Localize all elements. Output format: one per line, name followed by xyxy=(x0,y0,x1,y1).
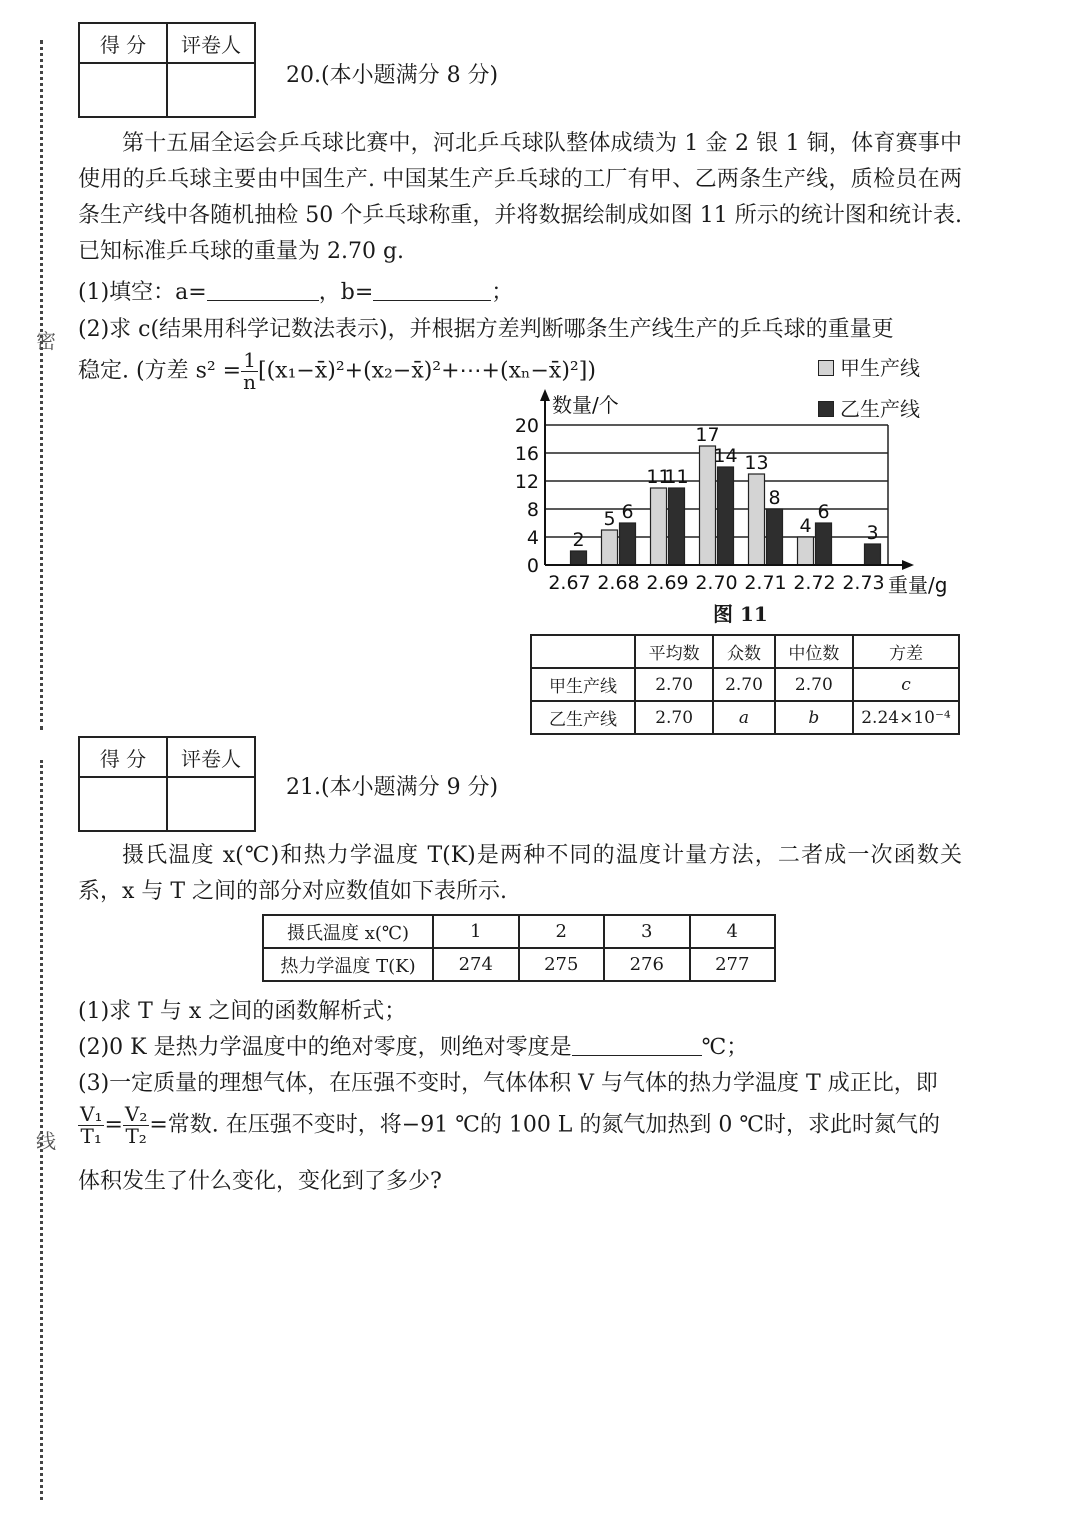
data-label-jia: 17 xyxy=(695,424,720,446)
data-label-yi: 3 xyxy=(866,522,879,544)
ratio-fraction-1 xyxy=(78,1104,104,1147)
stats-cell: 2.70 xyxy=(635,701,713,734)
q20-intro: 第十五届全运会乒乓球比赛中，河北乒乓球队整体成绩为 1 金 2 银 1 铜，体育赛事中使用的乒乓球主要由中国生产. 中国某生产乒乓球的工厂有甲、乙两条生产线，质检员在两条生产线中各随机抽检 50 个乒乓球称重，并将数据绘制成如图 11 所示的统计图和统计表. 已知标准乒乓球的重量为 2.70 g. xyxy=(78,131,962,264)
stats-cell: 乙生产线 xyxy=(531,701,635,734)
data-label-yi: 6 xyxy=(621,501,634,523)
x-axis-label: 重量/g xyxy=(888,573,948,597)
stats-cell: 甲生产线 xyxy=(531,668,635,701)
data-label-yi: 11 xyxy=(664,466,689,488)
stats-cell: 2.24×10⁻⁴ xyxy=(853,701,959,734)
data-label-yi: 14 xyxy=(713,445,738,467)
kelvin-row xyxy=(263,948,775,981)
stats-cell: c xyxy=(853,668,959,701)
x-tick-label: 2.72 xyxy=(793,572,836,594)
data-label-yi: 8 xyxy=(768,487,781,509)
y-axis-arrow xyxy=(540,389,550,401)
stats-header: 方差 xyxy=(853,635,959,668)
legend-label-yi: 乙生产线 xyxy=(840,397,920,421)
y-tick-label: 16 xyxy=(514,443,539,465)
table-cell: 热力学温度 T(K) xyxy=(263,948,433,981)
fraction-denominator: T₁ xyxy=(80,1124,102,1148)
x-tick-label: 2.71 xyxy=(744,572,787,594)
q20-stats-table xyxy=(530,634,960,735)
fraction-denominator: n xyxy=(243,370,256,394)
stats-cell: 2.70 xyxy=(775,668,853,701)
stats-row-jia xyxy=(531,668,959,701)
stats-header: 中位数 xyxy=(775,635,853,668)
bar-yi xyxy=(620,523,636,565)
table-cell: 275 xyxy=(519,948,605,981)
ratio-fraction-2 xyxy=(123,1104,149,1147)
y-tick-label: 12 xyxy=(514,471,539,493)
figure-caption: 图 11 xyxy=(713,602,768,626)
score-label: 得 分 xyxy=(79,23,167,63)
q21-score-box xyxy=(78,736,256,832)
y-tick-label: 0 xyxy=(526,555,539,577)
stats-cell: 2.70 xyxy=(713,668,774,701)
fraction-numerator: V₁ xyxy=(80,1102,103,1126)
q21-part3-formula xyxy=(78,1104,940,1147)
y-tick-label: 4 xyxy=(526,527,539,549)
margin-seal-char-top: 密 xyxy=(36,329,56,353)
table-cell: 274 xyxy=(433,948,519,981)
bar-jia xyxy=(602,530,618,565)
data-label-jia: 4 xyxy=(799,515,812,537)
data-label-jia: 11 xyxy=(646,466,671,488)
bar-chart xyxy=(0,0,1080,640)
score-label: 得 分 xyxy=(79,737,167,777)
q20-part1-end: ； xyxy=(491,280,514,305)
table-cell: 摄氏温度 x(℃) xyxy=(263,915,433,948)
q21-part3-cont: =常数. 在压强不变时，将−91 ℃的 100 L 的氮气加热到 0 ℃时，求此时氮气的 xyxy=(149,1112,941,1138)
grader-cell xyxy=(167,777,255,831)
bar-yi xyxy=(718,467,734,565)
x-axis-arrow xyxy=(902,560,914,570)
table-cell: 3 xyxy=(604,915,690,948)
bar-yi xyxy=(865,544,881,565)
bar-jia xyxy=(798,537,814,565)
stats-cell: b xyxy=(775,701,853,734)
q21-part1: (1)求 T 与 x 之间的函数解析式； xyxy=(78,999,407,1024)
answer-blank-absolute-zero[interactable] xyxy=(572,1033,702,1056)
variance-formula-body: [(x₁−x̄)²+(x₂−x̄)²+⋯+(xₙ−x̄)²]) xyxy=(258,358,596,384)
stats-cell: a xyxy=(713,701,774,734)
bar-yi xyxy=(669,488,685,565)
table-cell: 276 xyxy=(604,948,690,981)
stats-header: 众数 xyxy=(713,635,774,668)
bar-jia xyxy=(749,474,765,565)
celsius-row xyxy=(263,915,775,948)
q21-part2 xyxy=(78,1030,748,1061)
x-tick-label: 2.69 xyxy=(646,572,689,594)
data-label-jia: 5 xyxy=(603,508,616,530)
q21-temperature-table xyxy=(262,914,776,982)
y-tick-label: 8 xyxy=(526,499,539,521)
q20-part2-cont: 稳定. (方差 s² = xyxy=(78,358,242,384)
stats-header-row xyxy=(531,635,959,668)
q21-heading: 21.(本小题满分 9 分) xyxy=(286,775,499,800)
fraction-denominator: T₂ xyxy=(125,1124,147,1148)
q20-part1-prefix: (1)填空： xyxy=(78,280,176,305)
x-tick-label: 2.67 xyxy=(548,572,591,594)
q21-part2-suffix: ℃； xyxy=(701,1035,749,1060)
bar-yi xyxy=(816,523,832,565)
q20-part1-a: a= xyxy=(175,280,207,305)
data-label-jia: 13 xyxy=(744,452,769,474)
q21-part3: (3)一定质量的理想气体，在压强不变时，气体体积 V 与气体的热力学温度 T 成正比，即 xyxy=(78,1071,938,1096)
q21-part2-prefix: (2)0 K 是热力学温度中的绝对零度，则绝对零度是 xyxy=(78,1035,572,1060)
y-tick-label: 20 xyxy=(514,415,539,437)
stats-cell: 2.70 xyxy=(635,668,713,701)
x-tick-label: 2.73 xyxy=(842,572,885,594)
bar-yi xyxy=(767,509,783,565)
score-cell xyxy=(79,777,167,831)
data-label-yi: 2 xyxy=(572,529,585,551)
table-cell: 277 xyxy=(690,948,776,981)
stats-header xyxy=(531,635,635,668)
data-label-yi: 6 xyxy=(817,501,830,523)
x-tick-label: 2.68 xyxy=(597,572,640,594)
fraction-numerator: V₂ xyxy=(124,1102,148,1126)
y-axis-label: 数量/个 xyxy=(552,393,619,417)
q20-part2: (2)求 c(结果用科学记数法表示)，并根据方差判断哪条生产线生产的乒乓球的重量更 xyxy=(78,317,894,342)
q20-part1-b: ，b= xyxy=(318,280,374,305)
equals-sign: = xyxy=(104,1112,123,1138)
table-cell: 4 xyxy=(690,915,776,948)
table-cell: 1 xyxy=(433,915,519,948)
x-tick-label: 2.70 xyxy=(695,572,738,594)
q21-intro: 摄氏温度 x(℃)和热力学温度 T(K)是两种不同的温度计量方法，二者成一次函数关系，x 与 T 之间的部分对应数值如下表所示. xyxy=(78,843,962,904)
grader-label: 评卷人 xyxy=(167,737,255,777)
bar-yi xyxy=(571,551,587,565)
grader-label: 评卷人 xyxy=(167,23,255,63)
fraction-numerator: 1 xyxy=(241,350,258,372)
margin-seal-char-bottom: 线 xyxy=(36,1129,56,1153)
table-cell: 2 xyxy=(519,915,605,948)
legend-label-jia: 甲生产线 xyxy=(840,356,920,380)
bar-jia xyxy=(651,488,667,565)
stats-row-yi xyxy=(531,701,959,734)
stats-header: 平均数 xyxy=(635,635,713,668)
q20-heading: 20.(本小题满分 8 分) xyxy=(286,63,499,88)
q21-part3-last: 体积发生了什么变化，变化到了多少? xyxy=(78,1169,442,1194)
